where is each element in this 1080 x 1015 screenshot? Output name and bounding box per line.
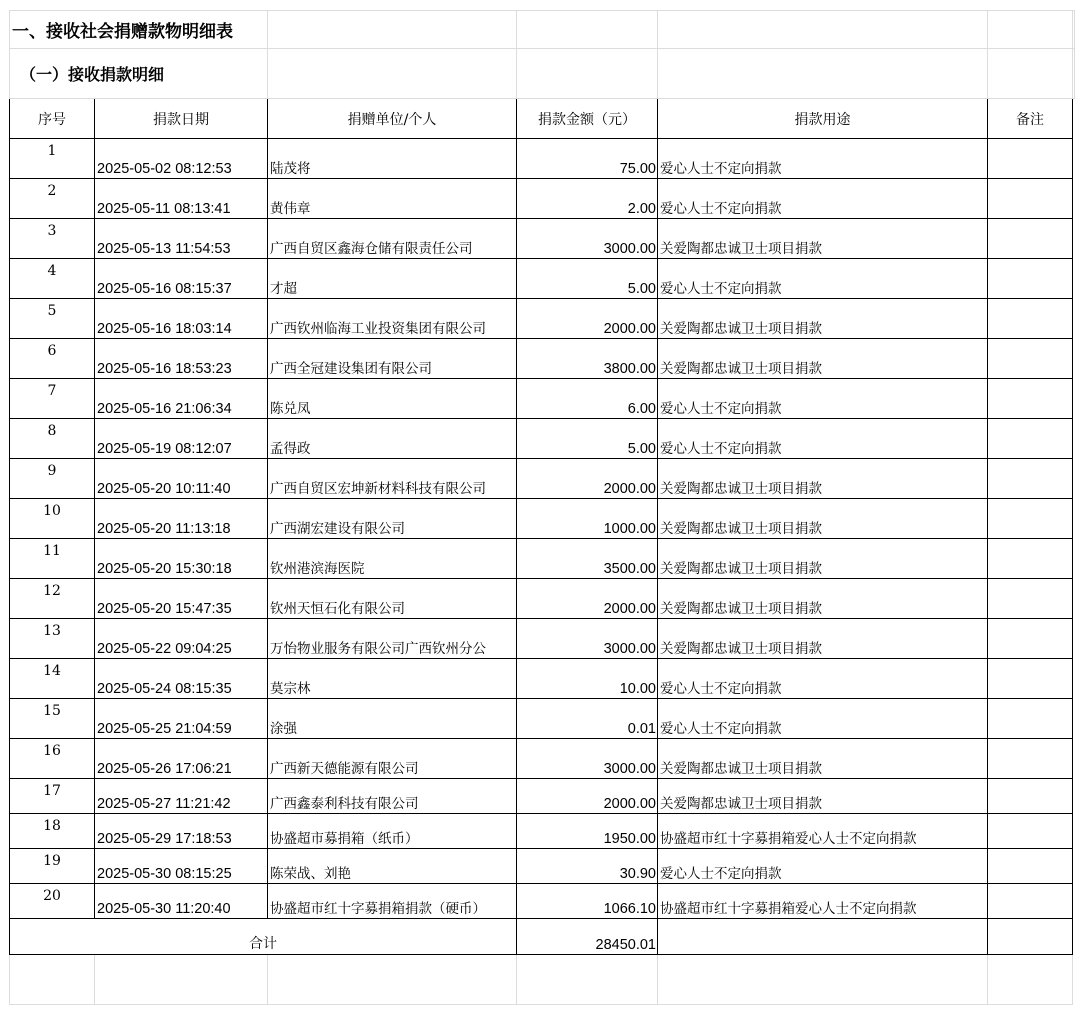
row-note — [988, 884, 1073, 919]
row-seq: 18 — [10, 814, 95, 849]
row-donor: 陈兑凤 — [268, 379, 517, 419]
column-header-date: 捐款日期 — [95, 99, 268, 139]
row-date: 2025-05-16 18:53:23 — [95, 339, 268, 379]
row-seq: 20 — [10, 884, 95, 919]
row-seq: 17 — [10, 779, 95, 814]
table-row — [10, 259, 1075, 299]
row-purpose: 关爱陶都忠诚卫士项目捐款 — [658, 219, 988, 259]
row-purpose: 关爱陶都忠诚卫士项目捐款 — [658, 299, 988, 339]
row-donor: 莫宗林 — [268, 659, 517, 699]
row-amount: 3500.00 — [517, 539, 658, 579]
row-amount: 3800.00 — [517, 339, 658, 379]
row-donor: 陆茂将 — [268, 139, 517, 179]
row-seq: 10 — [10, 499, 95, 539]
table-row — [10, 459, 1075, 499]
row-purpose: 爱心人士不定向捐款 — [658, 139, 988, 179]
row-note — [988, 779, 1073, 814]
row-amount: 2000.00 — [517, 299, 658, 339]
table-row — [10, 219, 1075, 259]
row-date: 2025-05-13 11:54:53 — [95, 219, 268, 259]
row-amount: 2000.00 — [517, 459, 658, 499]
row-donor: 钦州天恒石化有限公司 — [268, 579, 517, 619]
row-donor: 广西自贸区宏坤新材料科技有限公司 — [268, 459, 517, 499]
row-amount: 3000.00 — [517, 619, 658, 659]
row-date: 2025-05-20 15:30:18 — [95, 539, 268, 579]
row-amount: 2000.00 — [517, 579, 658, 619]
row-amount: 6.00 — [517, 379, 658, 419]
row-date: 2025-05-29 17:18:53 — [95, 814, 268, 849]
row-date: 2025-05-27 11:21:42 — [95, 779, 268, 814]
row-donor: 钦州港滨海医院 — [268, 539, 517, 579]
row-purpose: 爱心人士不定向捐款 — [658, 179, 988, 219]
row-purpose: 协盛超市红十字募捐箱爱心人士不定向捐款 — [658, 814, 988, 849]
table-row — [10, 299, 1075, 339]
row-note — [988, 814, 1073, 849]
row-note — [988, 699, 1073, 739]
section-title-row — [10, 11, 1075, 49]
section-title: 一、接收社会捐赠款物明细表 — [10, 11, 268, 49]
row-purpose: 爱心人士不定向捐款 — [658, 659, 988, 699]
row-note — [988, 139, 1073, 179]
row-purpose: 爱心人士不定向捐款 — [658, 259, 988, 299]
table-row — [10, 139, 1075, 179]
row-purpose: 爱心人士不定向捐款 — [658, 419, 988, 459]
row-purpose: 关爱陶都忠诚卫士项目捐款 — [658, 459, 988, 499]
row-note — [988, 739, 1073, 779]
row-seq: 13 — [10, 619, 95, 659]
row-seq: 5 — [10, 299, 95, 339]
row-date: 2025-05-16 18:03:14 — [95, 299, 268, 339]
row-amount: 1950.00 — [517, 814, 658, 849]
total-amount: 28450.01 — [517, 919, 658, 955]
row-purpose: 关爱陶都忠诚卫士项目捐款 — [658, 499, 988, 539]
row-seq: 9 — [10, 459, 95, 499]
table-row — [10, 619, 1075, 659]
row-date: 2025-05-02 08:12:53 — [95, 139, 268, 179]
row-purpose: 爱心人士不定向捐款 — [658, 699, 988, 739]
row-note — [988, 299, 1073, 339]
row-purpose: 爱心人士不定向捐款 — [658, 849, 988, 884]
row-purpose: 关爱陶都忠诚卫士项目捐款 — [658, 619, 988, 659]
row-date: 2025-05-20 10:11:40 — [95, 459, 268, 499]
row-donor: 涂强 — [268, 699, 517, 739]
row-amount: 3000.00 — [517, 219, 658, 259]
total-label: 合计 — [10, 919, 517, 955]
column-header-seq: 序号 — [10, 99, 95, 139]
table-body — [10, 139, 1075, 919]
row-seq: 7 — [10, 379, 95, 419]
table-row — [10, 659, 1075, 699]
row-amount: 5.00 — [517, 419, 658, 459]
row-seq: 19 — [10, 849, 95, 884]
row-donor: 广西钦州临海工业投资集团有限公司 — [268, 299, 517, 339]
table-row — [10, 499, 1075, 539]
row-seq: 1 — [10, 139, 95, 179]
row-note — [988, 459, 1073, 499]
row-purpose: 关爱陶都忠诚卫士项目捐款 — [658, 339, 988, 379]
row-donor: 广西全冠建设集团有限公司 — [268, 339, 517, 379]
empty-row — [10, 955, 1075, 1005]
row-amount: 2.00 — [517, 179, 658, 219]
row-purpose: 关爱陶都忠诚卫士项目捐款 — [658, 739, 988, 779]
column-header-amount: 捐款金额（元） — [517, 99, 658, 139]
row-amount: 1066.10 — [517, 884, 658, 919]
row-donor: 万怡物业服务有限公司广西钦州分公 — [268, 619, 517, 659]
row-seq: 3 — [10, 219, 95, 259]
row-amount: 2000.00 — [517, 779, 658, 814]
row-donor: 陈荣战、刘艳 — [268, 849, 517, 884]
row-amount: 30.90 — [517, 849, 658, 884]
row-date: 2025-05-11 08:13:41 — [95, 179, 268, 219]
row-purpose: 关爱陶都忠诚卫士项目捐款 — [658, 779, 988, 814]
row-seq: 4 — [10, 259, 95, 299]
donation-detail-table — [9, 10, 1075, 1005]
row-purpose: 关爱陶都忠诚卫士项目捐款 — [658, 539, 988, 579]
row-seq: 6 — [10, 339, 95, 379]
row-date: 2025-05-25 21:04:59 — [95, 699, 268, 739]
row-note — [988, 619, 1073, 659]
column-header-donor: 捐赠单位/个人 — [268, 99, 517, 139]
row-amount: 0.01 — [517, 699, 658, 739]
row-note — [988, 179, 1073, 219]
row-date: 2025-05-20 15:47:35 — [95, 579, 268, 619]
column-header-note: 备注 — [988, 99, 1073, 139]
subsection-title: （一）接收捐款明细 — [10, 49, 268, 99]
row-date: 2025-05-22 09:04:25 — [95, 619, 268, 659]
row-seq: 8 — [10, 419, 95, 459]
row-donor: 广西自贸区鑫海仓储有限责任公司 — [268, 219, 517, 259]
row-date: 2025-05-16 21:06:34 — [95, 379, 268, 419]
row-seq: 14 — [10, 659, 95, 699]
row-donor: 才超 — [268, 259, 517, 299]
row-donor: 孟得政 — [268, 419, 517, 459]
table-row — [10, 579, 1075, 619]
table-row — [10, 884, 1075, 919]
table-row — [10, 699, 1075, 739]
row-amount: 5.00 — [517, 259, 658, 299]
table-row — [10, 419, 1075, 459]
row-note — [988, 419, 1073, 459]
table-row — [10, 539, 1075, 579]
row-donor: 协盛超市红十字募捐箱捐款（硬币） — [268, 884, 517, 919]
row-amount: 3000.00 — [517, 739, 658, 779]
row-note — [988, 539, 1073, 579]
table-header-row — [10, 99, 1075, 139]
row-date: 2025-05-30 11:20:40 — [95, 884, 268, 919]
row-purpose: 协盛超市红十字募捐箱爱心人士不定向捐款 — [658, 884, 988, 919]
row-seq: 12 — [10, 579, 95, 619]
row-amount: 10.00 — [517, 659, 658, 699]
row-date: 2025-05-16 08:15:37 — [95, 259, 268, 299]
row-donor: 广西新天德能源有限公司 — [268, 739, 517, 779]
row-date: 2025-05-24 08:15:35 — [95, 659, 268, 699]
row-date: 2025-05-20 11:13:18 — [95, 499, 268, 539]
table-row — [10, 739, 1075, 779]
row-note — [988, 259, 1073, 299]
row-note — [988, 659, 1073, 699]
row-purpose: 爱心人士不定向捐款 — [658, 379, 988, 419]
row-donor: 广西鑫泰利科技有限公司 — [268, 779, 517, 814]
row-donor: 广西湖宏建设有限公司 — [268, 499, 517, 539]
row-note — [988, 339, 1073, 379]
row-amount: 1000.00 — [517, 499, 658, 539]
row-donor: 协盛超市募捐箱（纸币） — [268, 814, 517, 849]
row-date: 2025-05-19 08:12:07 — [95, 419, 268, 459]
table-row — [10, 179, 1075, 219]
table-row — [10, 849, 1075, 884]
total-row — [10, 919, 1075, 955]
row-seq: 16 — [10, 739, 95, 779]
column-header-purpose: 捐款用途 — [658, 99, 988, 139]
row-date: 2025-05-30 08:15:25 — [95, 849, 268, 884]
table-row — [10, 339, 1075, 379]
row-seq: 2 — [10, 179, 95, 219]
subsection-title-row — [10, 49, 1075, 99]
row-note — [988, 849, 1073, 884]
row-seq: 11 — [10, 539, 95, 579]
table-row — [10, 379, 1075, 419]
row-amount: 75.00 — [517, 139, 658, 179]
row-note — [988, 579, 1073, 619]
row-note — [988, 219, 1073, 259]
row-note — [988, 379, 1073, 419]
row-date: 2025-05-26 17:06:21 — [95, 739, 268, 779]
row-seq: 15 — [10, 699, 95, 739]
row-donor: 黄伟章 — [268, 179, 517, 219]
row-purpose: 关爱陶都忠诚卫士项目捐款 — [658, 579, 988, 619]
row-note — [988, 499, 1073, 539]
table-row — [10, 814, 1075, 849]
table-row — [10, 779, 1075, 814]
